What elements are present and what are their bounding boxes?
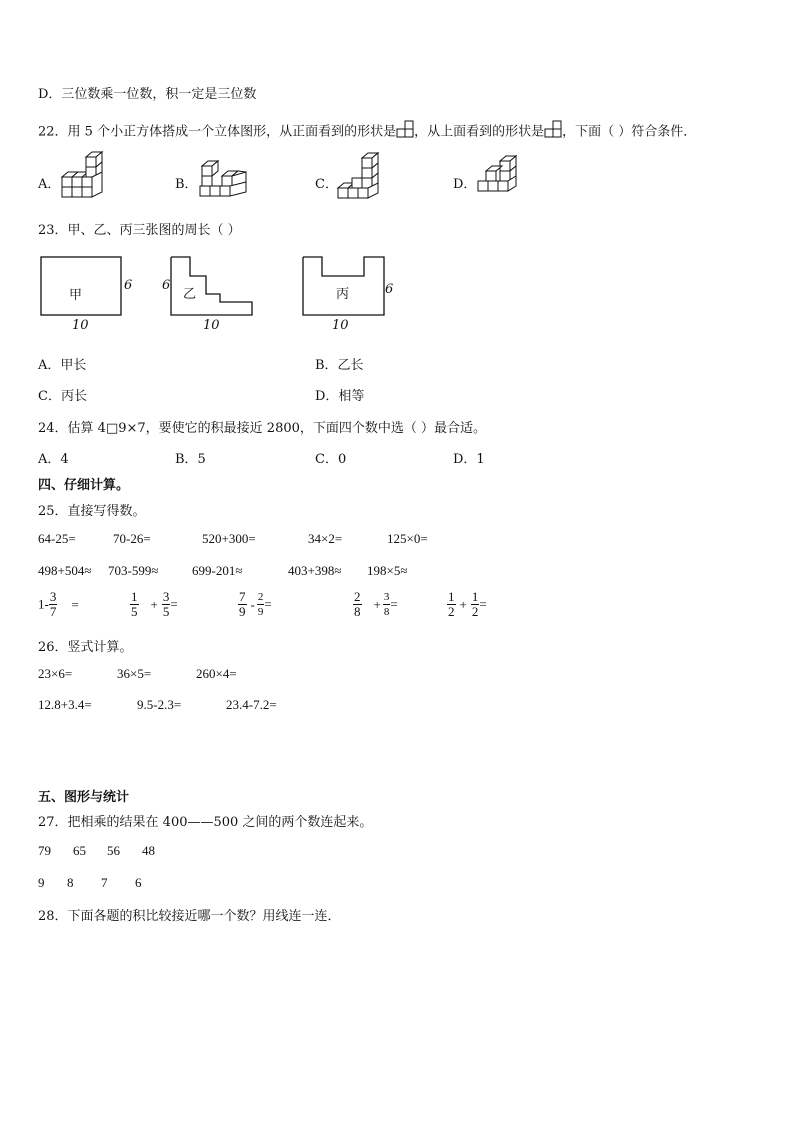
- q27-r2-c4: 6: [135, 875, 142, 890]
- q22-option-a[interactable]: A．: [38, 177, 61, 192]
- figure-jia-bottom: 10: [72, 318, 89, 333]
- q24-question: 24．估算 4□9×7，要使它的积最接近 2800，下面四个数中选（ ）最合适。: [38, 421, 487, 436]
- q23-option-d[interactable]: D．相等: [315, 389, 365, 404]
- figure-bing-label: 丙: [336, 287, 350, 302]
- q22-text-b: ，从上面看到的形状是: [414, 124, 545, 140]
- cube-figure-c-icon: [336, 150, 386, 202]
- q26-r2-c1: 12.8+3.4=: [38, 697, 92, 712]
- q25-r1-c1: 64-25=: [38, 531, 76, 546]
- figure-jia-label: 甲: [69, 288, 83, 303]
- top-view-icon: [544, 119, 562, 145]
- q24-option-c[interactable]: C．0: [315, 452, 347, 467]
- figure-jia: [40, 256, 140, 336]
- q25-frac-5: $\frac{1}{2}$ + $\frac{1}{2}$ =: [448, 589, 487, 619]
- q25-r2-c3: 699-201≈: [192, 563, 243, 578]
- figure-bing-bottom: 10: [332, 318, 349, 333]
- q22-question: [38, 119, 696, 145]
- section-4-title: 四、仔细计算。: [38, 478, 130, 493]
- q23-question: 23．甲、乙、丙三张图的周长（ ）: [38, 223, 241, 238]
- q23-option-c[interactable]: C．丙长: [38, 389, 87, 404]
- q25-frac-4: $\frac{2}{8}$ + $\frac{3}{8}$ =: [354, 589, 398, 619]
- q26-r1-c2: 36×5=: [117, 666, 152, 681]
- section-5-title: 五、图形与统计: [38, 790, 130, 805]
- q26-r1-c3: 260×4=: [196, 666, 237, 681]
- q27-r2-c1: 9: [38, 875, 45, 890]
- q25-r2-c4: 403+398≈: [288, 563, 342, 578]
- q24-option-b[interactable]: B．5: [175, 452, 206, 467]
- q26-r1-c1: 23×6=: [38, 666, 73, 681]
- q25-r1-c3: 520+300=: [202, 531, 256, 546]
- q27-r1-c3: 56: [107, 843, 120, 858]
- q25-r1-c4: 34×2=: [308, 531, 343, 546]
- q25-r1-c5: 125×0=: [387, 531, 428, 546]
- front-view-icon: [396, 121, 414, 143]
- q27-r2-c2: 8: [67, 875, 74, 890]
- q26-question: 26．竖式计算。: [38, 640, 133, 655]
- q23-option-a[interactable]: A．甲长: [38, 358, 87, 373]
- figure-yi-bottom: 10: [203, 318, 220, 333]
- q25-frac-3: $\frac{7}{9}$ - $\frac{2}{9}$ =: [239, 589, 272, 619]
- q21-option-d: D．三位数乘一位数，积一定是三位数: [38, 87, 257, 102]
- cube-figure-d-icon: [476, 155, 520, 201]
- q22-option-c[interactable]: C．: [315, 177, 338, 192]
- q27-r1-c2: 65: [73, 843, 86, 858]
- figure-bing-side: 6: [385, 282, 394, 297]
- q22-option-b[interactable]: B．: [175, 177, 198, 192]
- q25-r1-c2: 70-26=: [113, 531, 151, 546]
- q27-question: 27．把相乘的结果在 400——500 之间的两个数连起来。: [38, 815, 373, 830]
- cube-figure-b-icon: [198, 158, 248, 202]
- q25-r2-c5: 198×5≈: [367, 563, 408, 578]
- q26-r2-c2: 9.5-2.3=: [137, 697, 182, 712]
- q24-option-d[interactable]: D．1: [453, 452, 485, 467]
- q24-option-a[interactable]: A．4: [38, 452, 69, 467]
- figure-yi-side: 6: [162, 278, 171, 293]
- q27-r2-c3: 7: [101, 875, 108, 890]
- figure-jia-side: 6: [124, 278, 133, 293]
- q27-r1-c4: 48: [142, 843, 155, 858]
- q28-question: 28．下面各题的积比较接近哪一个数？用线连一连．: [38, 909, 341, 924]
- q25-question: 25．直接写得数。: [38, 504, 146, 519]
- q23-option-b[interactable]: B．乙长: [315, 358, 364, 373]
- q22-text-a: 22．用 5 个小正方体搭成一个立体图形，从正面看到的形状是: [38, 124, 397, 140]
- cube-figure-a-icon: [60, 155, 106, 201]
- q27-r1-c1: 79: [38, 843, 51, 858]
- q25-frac-1: 1- $\frac{3}{7}$ =: [38, 589, 79, 619]
- q25-r2-c2: 703-599≈: [108, 563, 159, 578]
- q25-r2-c1: 498+504≈: [38, 563, 92, 578]
- q26-r2-c3: 23.4-7.2=: [226, 697, 277, 712]
- figure-yi-label: 乙: [183, 287, 197, 302]
- q25-frac-2: $\frac{1}{5}$ + $\frac{3}{5}$ =: [131, 589, 178, 619]
- q22-text-c: ，下面（ ）符合条件．: [562, 124, 697, 140]
- q22-option-d[interactable]: D．: [453, 177, 477, 192]
